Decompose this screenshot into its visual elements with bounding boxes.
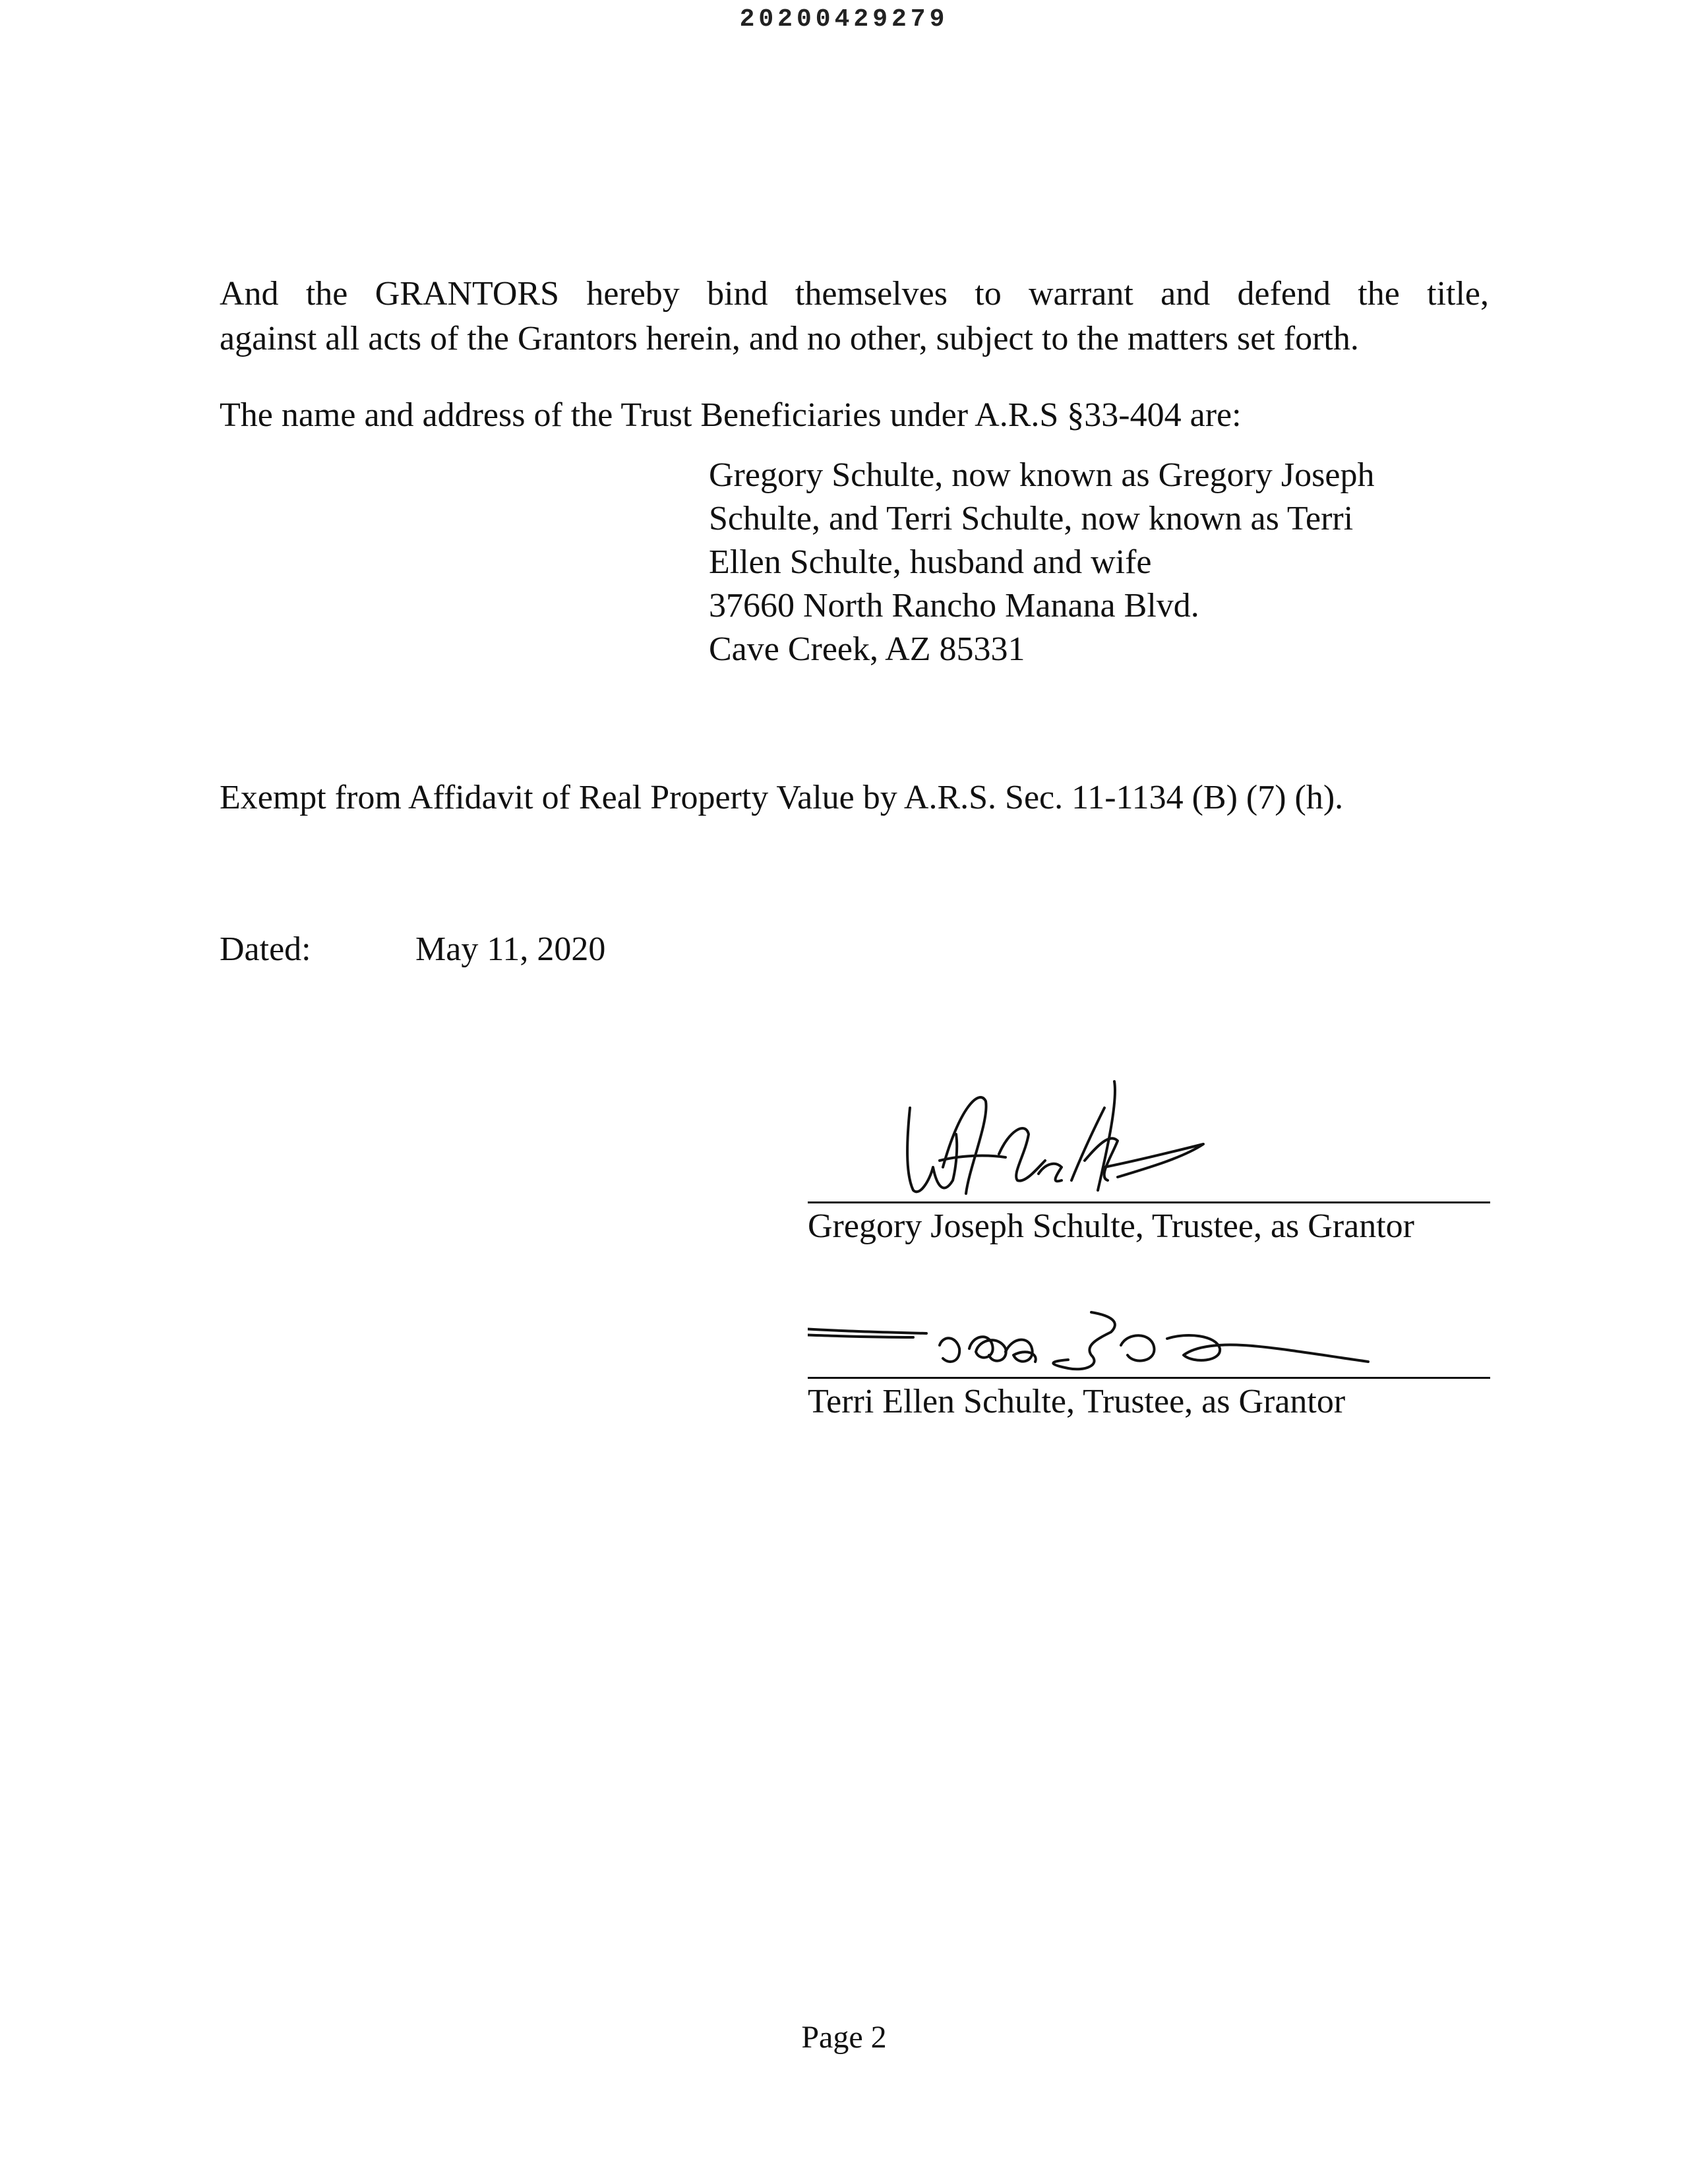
exemption-statement: Exempt from Affidavit of Real Property Value by A.R.S. Sec. 11-1134 (B) (7) (h).: [220, 779, 1344, 816]
signature-line: [808, 1201, 1490, 1203]
page-number: Page 2: [801, 2020, 887, 2055]
dated-value: May 11, 2020: [415, 930, 606, 968]
beneficiary-intro: The name and address of the Trust Beneficiaries under A.R.S §33-404 are:: [220, 396, 1242, 434]
signature-block-terri: [808, 1299, 1490, 1444]
beneficiary-city-state-zip: Cave Creek, AZ 85331: [709, 630, 1025, 668]
beneficiary-line: Ellen Schulte, husband and wife: [709, 543, 1152, 581]
warranty-line-2: against all acts of the Grantors herein, and no other, subject to the matters set forth.: [220, 320, 1359, 357]
handwritten-signature-terri: [808, 1299, 1490, 1378]
signature-block-gregory: [808, 1068, 1490, 1253]
beneficiary-street: 37660 North Rancho Manana Blvd.: [709, 587, 1199, 624]
signature-caption: Gregory Joseph Schulte, Trustee, as Grantor: [808, 1207, 1414, 1245]
dated-label: Dated:: [220, 930, 311, 968]
beneficiary-address-block: [709, 454, 1374, 671]
warranty-paragraph: [220, 272, 1489, 361]
recording-number: 20200429279: [739, 5, 949, 34]
signature-line: [808, 1377, 1490, 1379]
beneficiary-line: Schulte, and Terri Schulte, now known as Terri: [709, 500, 1354, 537]
warranty-line-1: And the GRANTORS hereby bind themselves to warrant and defend the title,: [220, 275, 1489, 313]
signature-caption: Terri Ellen Schulte, Trustee, as Grantor: [808, 1383, 1346, 1420]
beneficiary-line: Gregory Schulte, now known as Gregory Joseph: [709, 456, 1375, 494]
handwritten-signature-gregory: [808, 1068, 1490, 1200]
